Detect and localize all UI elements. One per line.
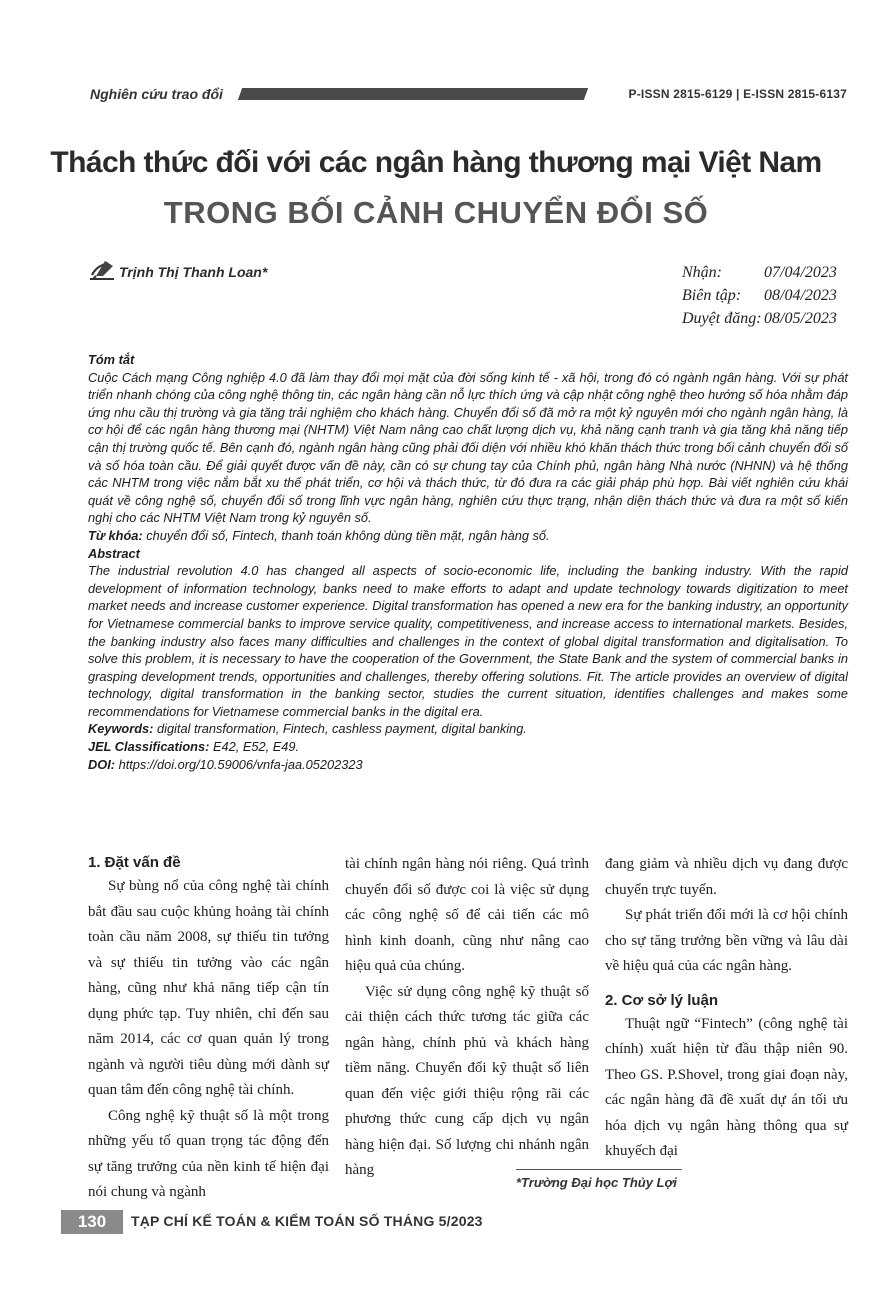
keywords-en [88, 720, 848, 738]
jel-classifications [88, 738, 848, 756]
jel-value: E42, E52, E49. [212, 739, 300, 755]
keywords-vi [88, 527, 848, 545]
doi [88, 756, 848, 774]
issn-label: P-ISSN 2815-6129 | E-ISSN 2815-6137 [628, 87, 847, 101]
author-name: Trịnh Thị Thanh Loan* [119, 264, 268, 280]
doi-link[interactable]: https://doi.org/10.59006/vnfa-jaa.05202323 [118, 756, 363, 772]
date-edited [682, 287, 852, 305]
body-column-3 [605, 852, 848, 1165]
keywords-en-label: Keywords: [88, 721, 154, 737]
article-subtitle: TRONG BỐI CẢNH CHUYỂN ĐỔI SỐ [163, 195, 709, 230]
body-paragraph: Thuật ngữ “Fintech” (công nghệ tài chính) xuất hiện từ đầu thập niên 90. Theo GS. P.Shovel, trong giai đoạn này, các ngân hàng đã đề xuất dự án tối ưu hóa dịch vụ ngân hàng thông qua sự khuyếch đại [605, 1015, 848, 1159]
abstract-en-text: The industrial revolution 4.0 has changed all aspects of socio-economic life, including the banking industry. With the rapid development of information technology, banks need to make efforts to adapt and update technology towards digitization to meet market needs and increase customer experience. Digital transformation has opened a new era for the banking industry, an opportunity for Vietnamese commercial banks to improve service quality, competitiveness, and increase access to international markets. Besides, the banking industry also faces many difficulties and challenges in the context of global digital transformation and digitalisation. To solve this problem, it is necessary to have the cooperation of the Government, the State Bank and the system of commercial banks in grasping development trends, opportunities and challenges, thereby offering solutions. Fit. The article provides an overview of digital technology, digital transformation in the banking sector, studies the current situation, identifies challenges and makes some recommendations for Vietnamese commercial banks in the digital era. [88, 563, 848, 719]
body-paragraph: Công nghệ kỹ thuật số là một trong những yếu tố quan trọng tác động đến sự tăng trưởng của nền kinh tế hiện đại nói chung và ngành [88, 1107, 329, 1200]
doi-label: DOI: [88, 756, 116, 772]
section-label: Nghiên cứu trao đổi [90, 86, 223, 102]
date-approved-value: 08/05/2023 [764, 310, 837, 327]
abstract-en-heading: Abstract [88, 545, 140, 561]
body-paragraph: Việc sử dụng công nghệ kỹ thuật số cải thiện cách thức tương tác giữa các ngân hàng, chính phủ và khách hàng tiềm năng. Chuyển đổi kỹ thuật số liên quan đến việc giới thiệu rộng rãi các phương thức cung cấp dịch vụ ngân hàng hiện đại. Số lượng chi nhánh ngân hàng [345, 983, 589, 1178]
abstract-vi-heading: Tóm tắt [88, 352, 135, 367]
body-paragraph: tài chính ngân hàng nói riêng. Quá trình chuyển đổi số được coi là việc sử dụng các công nghệ số để cải tiến các mô hình kinh doanh, cũng như nâng cao hiệu quả của chúng. [345, 856, 589, 974]
jel-label: JEL Classifications: [88, 739, 210, 755]
section-divider-bar [238, 88, 588, 100]
affiliation-divider [516, 1169, 682, 1170]
journal-name: TẠP CHÍ KẾ TOÁN & KIỂM TOÁN SỐ THÁNG 5/2023 [131, 1213, 483, 1229]
body-column-1 [88, 852, 329, 1206]
body-column-2 [345, 852, 589, 1184]
page-number: 130 [61, 1210, 123, 1234]
keywords-vi-label: Từ khóa: [88, 527, 143, 543]
section-1-heading: 1. Đặt vấn đề [88, 854, 181, 871]
body-paragraph: Sự phát triển đổi mới là cơ hội chính cho sự tăng trưởng bền vững và lâu dài về hiệu quả của các ngân hàng. [605, 907, 848, 974]
abstract-block [88, 351, 848, 773]
keywords-en-value: digital transformation, Fintech, cashless payment, digital banking. [156, 721, 527, 737]
body-paragraph: đang giảm và nhiều dịch vụ đang được chuyển trực tuyến. [605, 856, 848, 898]
pen-writing-icon [88, 259, 116, 281]
date-approved-label: Duyệt đăng: [682, 310, 762, 327]
date-edited-label: Biên tập: [682, 287, 742, 304]
author-affiliation: *Trường Đại học Thủy Lợi [516, 1175, 677, 1190]
keywords-vi-value: chuyển đổi số, Fintech, thanh toán không dùng tiền mặt, ngân hàng số. [146, 527, 550, 543]
section-2-heading: 2. Cơ sở lý luận [605, 991, 719, 1009]
date-received-value: 07/04/2023 [764, 264, 837, 281]
article-title: Thách thức đối với các ngân hàng thương mại Việt Nam [50, 146, 822, 179]
date-received [682, 264, 852, 282]
date-received-label: Nhận: [682, 264, 722, 281]
abstract-vi-text: Cuộc Cách mạng Công nghiệp 4.0 đã làm thay đổi mọi mặt của đời sống kinh tế - xã hội, trong đó có ngành ngân hàng. Với sự phát triển nhanh chóng của công nghệ thông tin, các ngân hàng cần nỗ lực thích ứng và cập nhật công nghệ theo hướng số hóa nhằm đáp ứng nhu cầu thị trường và gia tăng trải nghiệm cho khách hàng. Chuyển đổi số đã mở ra một kỷ nguyên mới cho ngành ngân hàng, là cơ hội để các ngân hàng thương mại (NHTM) Việt Nam nâng cao chất lượng dịch vụ, khả năng cạnh tranh và gia tăng khả năng tiếp cận thị trường quốc tế. Bên cạnh đó, ngành ngân hàng cũng phải đối diện với nhiều khó khăn thách thức trong bối cảnh chuyển đổi số và số hóa toàn cầu. Để giải quyết được vấn đề này, cần có sự chung tay của Chính phủ, ngân hàng Nhà nước (NHNN) và hệ thống các NHTM trong việc nắm bắt xu thế phát triển, cơ hội và thách thức, từ đó đưa ra các giải pháp phù hợp. Bài viết nghiên cứu khái quát về công nghệ số, chuyển đổi số trong lĩnh vực ngân hàng, nghiên cứu thực trạng, nhận diện thách thức và đưa ra một số kiến nghị cho các NHTM Việt Nam trong kỷ nguyên số. [88, 369, 848, 526]
date-edited-value: 08/04/2023 [764, 287, 837, 304]
body-paragraph: Sự bùng nổ của công nghệ tài chính bắt đầu sau cuộc khủng hoảng tài chính toàn cầu năm 2008, sự thiếu tin tưởng và sự thiếu tin tưởng vào các ngân hàng, cũng như khả năng tiếp cận tín dụng phức tạp. Tuy nhiên, chỉ đến sau năm 2014, các cơ quan quản lý trong ngành và người tiêu dùng mới dành sự quan tâm đến công nghệ tài chính. [88, 878, 329, 1098]
date-approved [682, 310, 852, 328]
